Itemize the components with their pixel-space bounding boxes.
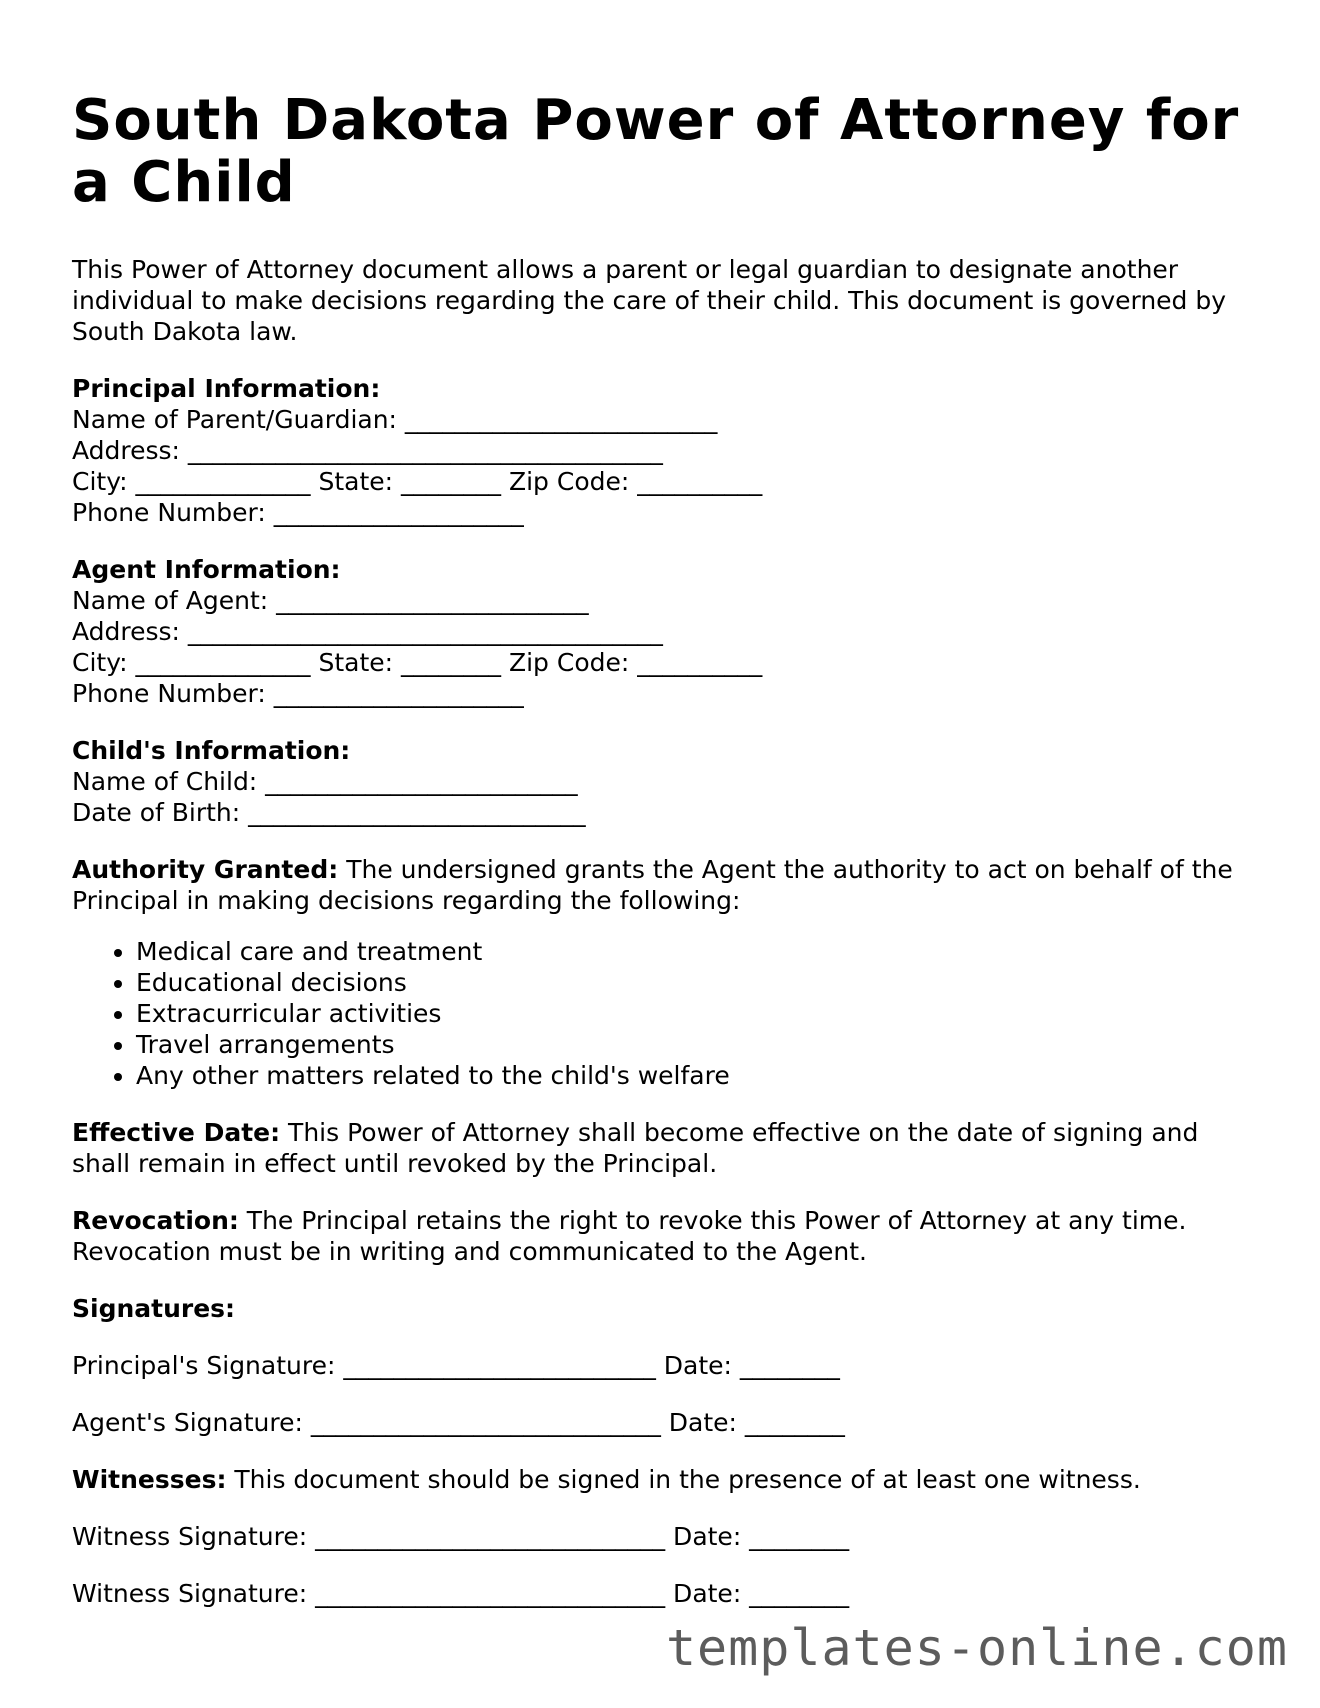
authority-text: The undersigned grants the Agent the authority to act on behalf of the Principal in making decisions regarding the following: — [72, 855, 1233, 915]
authority-label: Authority Granted: — [72, 855, 339, 884]
list-item: • Extracurricular activities — [136, 998, 1252, 1029]
principal-signature-field: Principal's Signature: _________________________ Date: ________ — [72, 1351, 840, 1380]
principal-phone-field: Phone Number: ____________________ — [72, 498, 524, 527]
effective-date-label: Effective Date: — [72, 1118, 281, 1147]
witnesses-paragraph — [72, 1464, 1252, 1495]
watermark: templates-online.com — [665, 1619, 1288, 1677]
witnesses-label: Witnesses: — [72, 1465, 227, 1494]
agent-phone-field: Phone Number: ____________________ — [72, 679, 524, 708]
child-section — [72, 735, 1252, 828]
authority-section — [72, 854, 1252, 1091]
child-dob-field: Date of Birth: ___________________________ — [72, 798, 586, 827]
effective-date-text: This Power of Attorney shall become effective on the date of signing and shall remain in effect until revoked by the Principal. — [72, 1118, 1199, 1178]
witness-signature-field-1: Witness Signature: ____________________________ Date: ________ — [72, 1522, 850, 1551]
agent-address-field: Address: ______________________________________ — [72, 617, 663, 646]
effective-date-paragraph — [72, 1117, 1252, 1179]
agent-section — [72, 554, 1252, 709]
witnesses-text: This document should be signed in the presence of at least one witness. — [226, 1465, 1141, 1494]
child-heading: Child's Information: — [72, 736, 351, 765]
authority-paragraph — [72, 854, 1252, 916]
page-title: South Dakota Power of Attorney for a Child — [72, 88, 1240, 215]
principal-city-state-zip-field: City: ______________ State: ________ Zip Code: __________ — [72, 467, 763, 496]
principal-address-field: Address: ______________________________________ — [72, 436, 663, 465]
principal-heading: Principal Information: — [72, 374, 381, 403]
principal-section — [72, 373, 1252, 528]
revocation-text: The Principal retains the right to revoke this Power of Attorney at any time. Revocation must be in writing and communicated to the Agent. — [72, 1206, 1187, 1266]
witness-signature-field-2: Witness Signature: ____________________________ Date: ________ — [72, 1579, 850, 1608]
signatures-heading: Signatures: — [72, 1294, 236, 1323]
child-name-field: Name of Child: _________________________ — [72, 767, 578, 796]
list-item: • Any other matters related to the child's welfare — [136, 1060, 1252, 1091]
intro-paragraph: This Power of Attorney document allows a parent or legal guardian to designate another individual to make decisions regarding the care of their child. This document is governed by South Dakota law. — [72, 255, 1227, 346]
principal-name-field: Name of Parent/Guardian: _________________________ — [72, 405, 718, 434]
agent-city-state-zip-field: City: ______________ State: ________ Zip Code: __________ — [72, 648, 763, 677]
revocation-label: Revocation: — [72, 1206, 239, 1235]
agent-heading: Agent Information: — [72, 555, 341, 584]
document-page — [72, 90, 1252, 1609]
list-item: • Travel arrangements — [136, 1029, 1252, 1060]
revocation-paragraph — [72, 1205, 1252, 1267]
agent-name-field: Name of Agent: _________________________ — [72, 586, 589, 615]
agent-signature-field: Agent's Signature: ____________________________ Date: ________ — [72, 1408, 845, 1437]
list-item: • Medical care and treatment — [136, 936, 1252, 967]
authority-list — [72, 936, 1252, 1091]
list-item: • Educational decisions — [136, 967, 1252, 998]
